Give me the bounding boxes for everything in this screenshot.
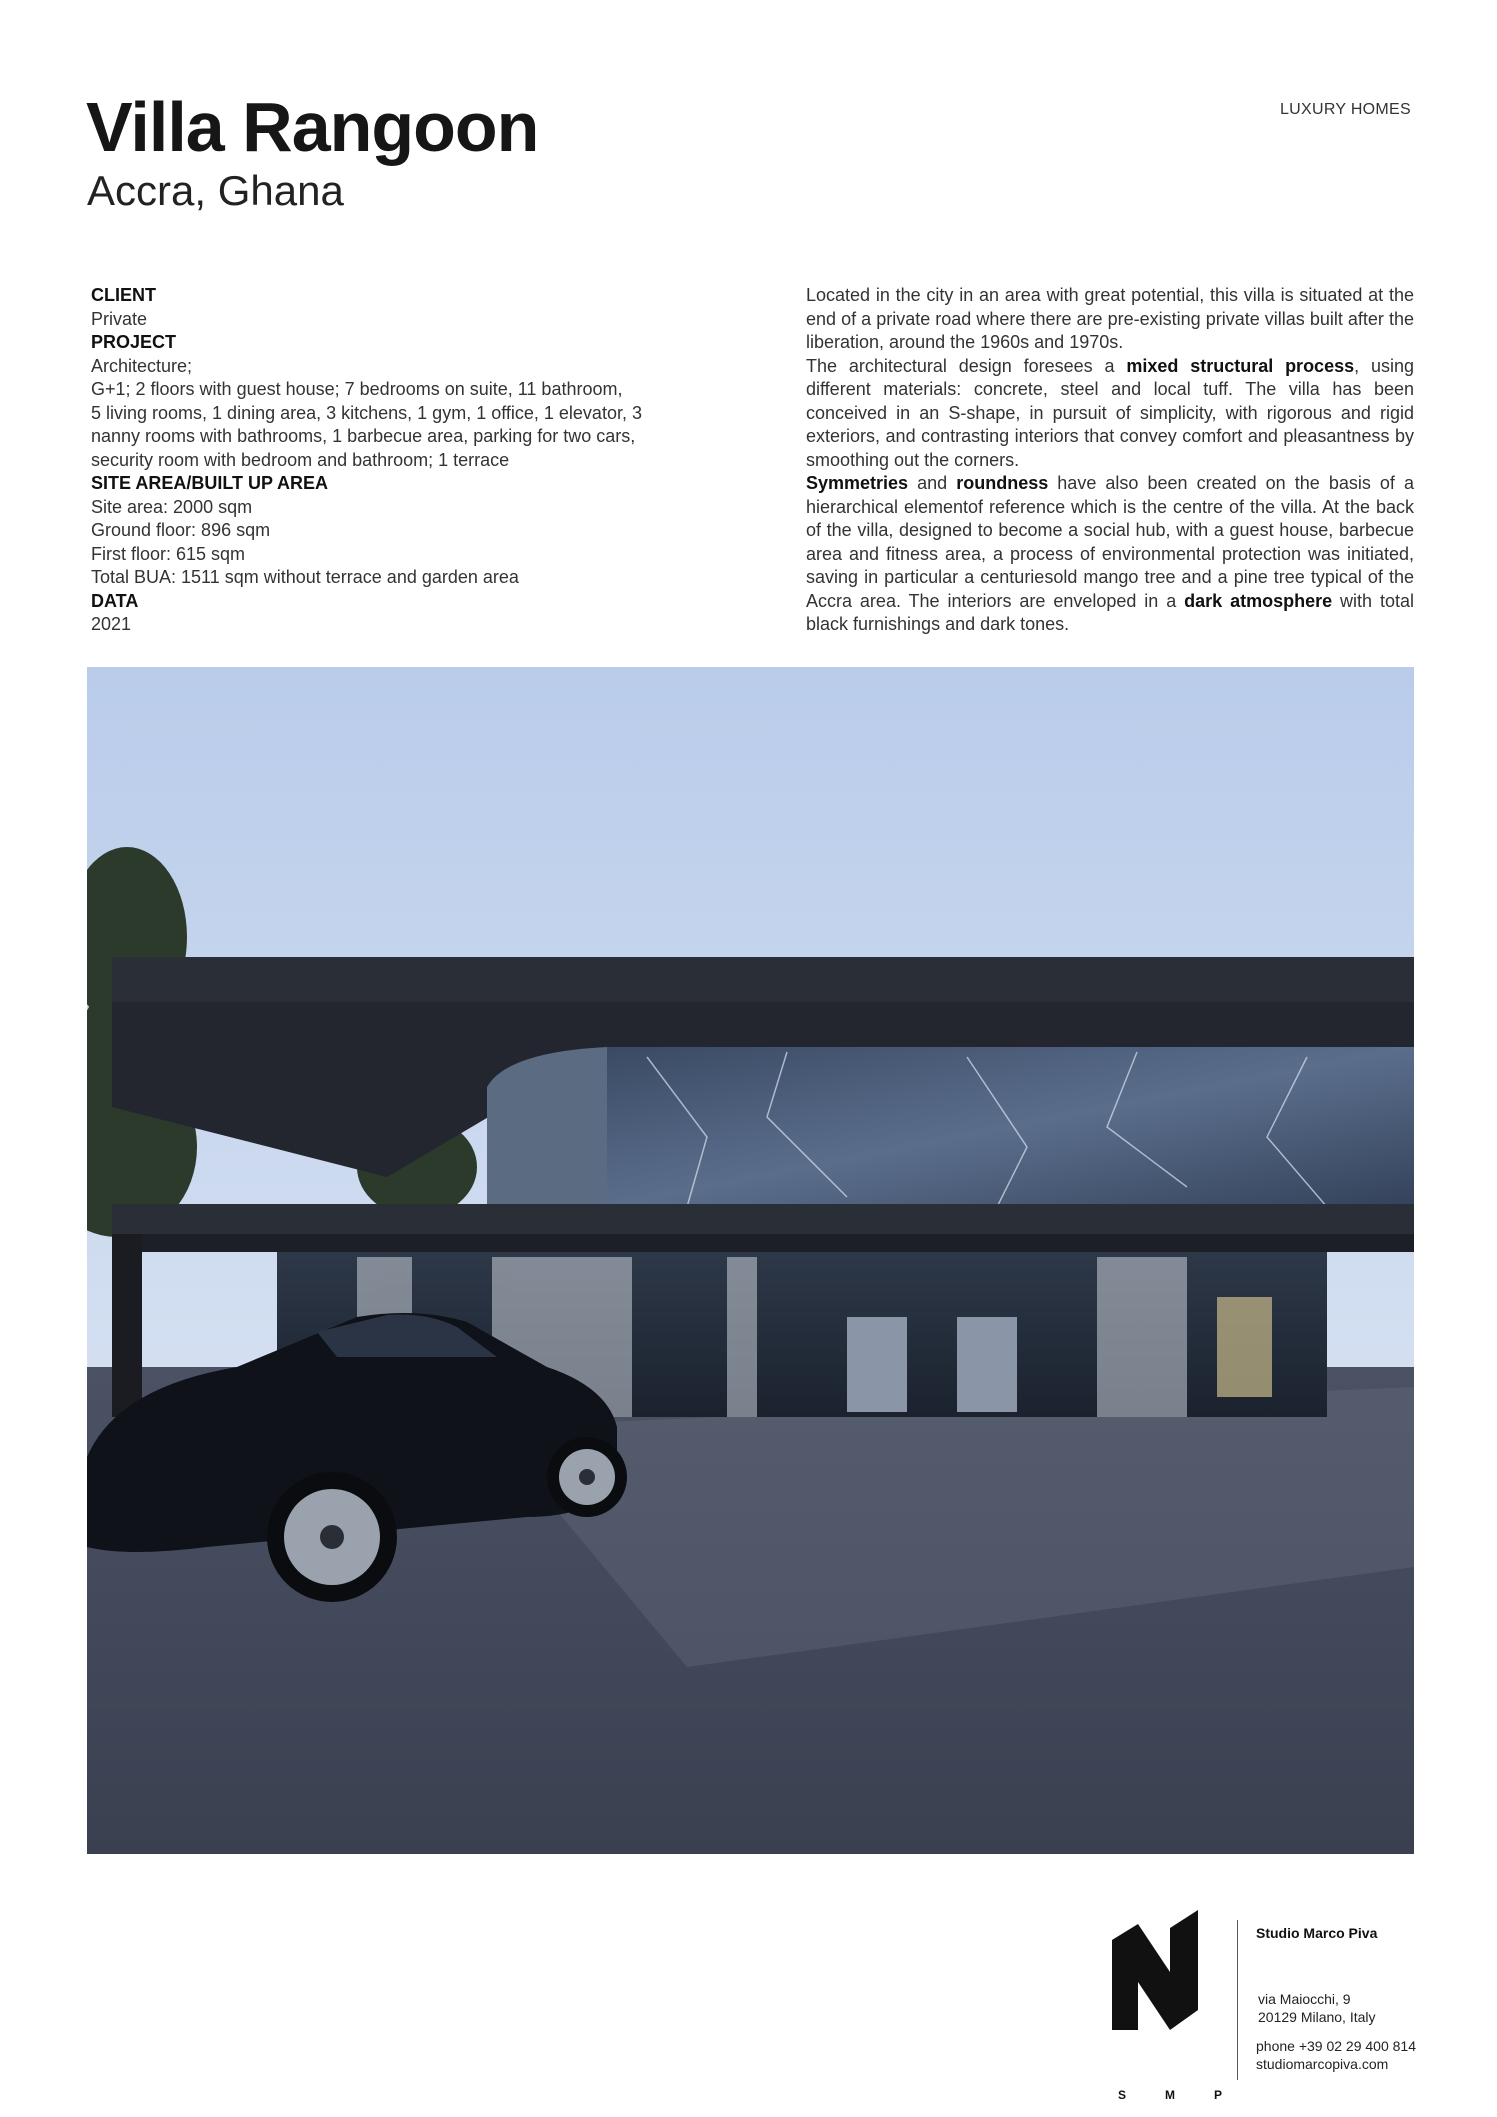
project-details <box>91 284 691 637</box>
smp-logo-icon <box>1108 1910 1228 2030</box>
logo-letter: M <box>1165 2088 1175 2102</box>
text-run: The architectural design foresees a <box>806 355 1127 376</box>
text-run: and <box>908 473 957 493</box>
text-run: with total black furnishings and dark tones. <box>806 590 1414 634</box>
client-label: CLIENT <box>91 285 156 305</box>
page-subtitle: Accra, Ghana <box>87 167 344 214</box>
text-run: have also been created on the basis of a hierarchical elementof reference which is the centre of the villa. At the back of the villa, designed to become a social hub, with a guest house, barbecue area and fitness area, a process of environmental protection was initiated, saving in particular a centuriesold mango tree and a pine tree typical of the Accra area. The interiors are enveloped in a <box>806 473 1414 611</box>
address-line: 20129 Milano, Italy <box>1258 2009 1376 2025</box>
website-link[interactable]: studiomarcopiva.com <box>1256 2056 1389 2072</box>
description-paragraph <box>806 355 1414 473</box>
project-label: PROJECT <box>91 332 177 352</box>
page-title: Villa Rangoon <box>86 88 539 166</box>
site-area-line: Total BUA: 1511 sqm without terrace and garden area <box>91 567 519 587</box>
highlight-text: roundness <box>956 473 1049 493</box>
logo-letters <box>1118 2088 1222 2102</box>
footer-divider <box>1237 1920 1238 2080</box>
site-area-line: Site area: 2000 sqm <box>91 496 253 517</box>
site-area-line: First floor: 615 sqm <box>91 543 246 564</box>
highlight-text: dark atmosphere <box>1184 590 1333 611</box>
data-label: DATA <box>91 590 139 611</box>
phone-text: phone +39 02 29 400 814 <box>1256 2038 1416 2054</box>
studio-contact <box>1256 2037 1416 2073</box>
text-run: , using different materials: concrete, steel and local tuff. The villa has been conceived in an S-shape, in pursuit of simplicity, with rigorous and rigid exteriors, and contrasting interiors that convey comfort and pleasantness by smoothing out the corners. <box>806 355 1414 470</box>
studio-address <box>1258 1990 1376 2026</box>
logo-letter: P <box>1213 2088 1222 2102</box>
client-value: Private <box>91 308 148 329</box>
project-description <box>806 284 1414 637</box>
address-line: via Maiocchi, 9 <box>1258 1991 1351 2007</box>
highlight-text: Symmetries <box>806 473 909 493</box>
data-value: 2021 <box>91 614 132 634</box>
project-line: Architecture; <box>91 355 193 376</box>
project-line: 5 living rooms, 1 dining area, 3 kitchens, 1 gym, 1 office, 1 elevator, 3 <box>91 402 642 423</box>
description-paragraph: Located in the city in an area with great potential, this villa is situated at the end of a private road where there are pre-existing private villas built after the liberation, around the 1960s and 1970s. <box>806 285 1414 352</box>
project-line: security room with bedroom and bathroom; 1 terrace <box>91 449 510 470</box>
category-label: LUXURY HOMES <box>1279 101 1411 118</box>
description-paragraph <box>806 472 1414 637</box>
project-line: nanny rooms with bathrooms, 1 barbecue area, parking for two cars, <box>91 426 636 446</box>
logo-letter: S <box>1118 2088 1127 2102</box>
site-area-label: SITE AREA/BUILT UP AREA <box>91 473 329 493</box>
villa-render-image <box>87 667 1414 1854</box>
site-area-line: Ground floor: 896 sqm <box>91 520 271 540</box>
studio-name: Studio Marco Piva <box>1256 1925 1378 1941</box>
highlight-text: mixed structural process <box>1126 355 1355 376</box>
project-line: G+1; 2 floors with guest house; 7 bedrooms on suite, 11 bathroom, <box>91 379 623 399</box>
